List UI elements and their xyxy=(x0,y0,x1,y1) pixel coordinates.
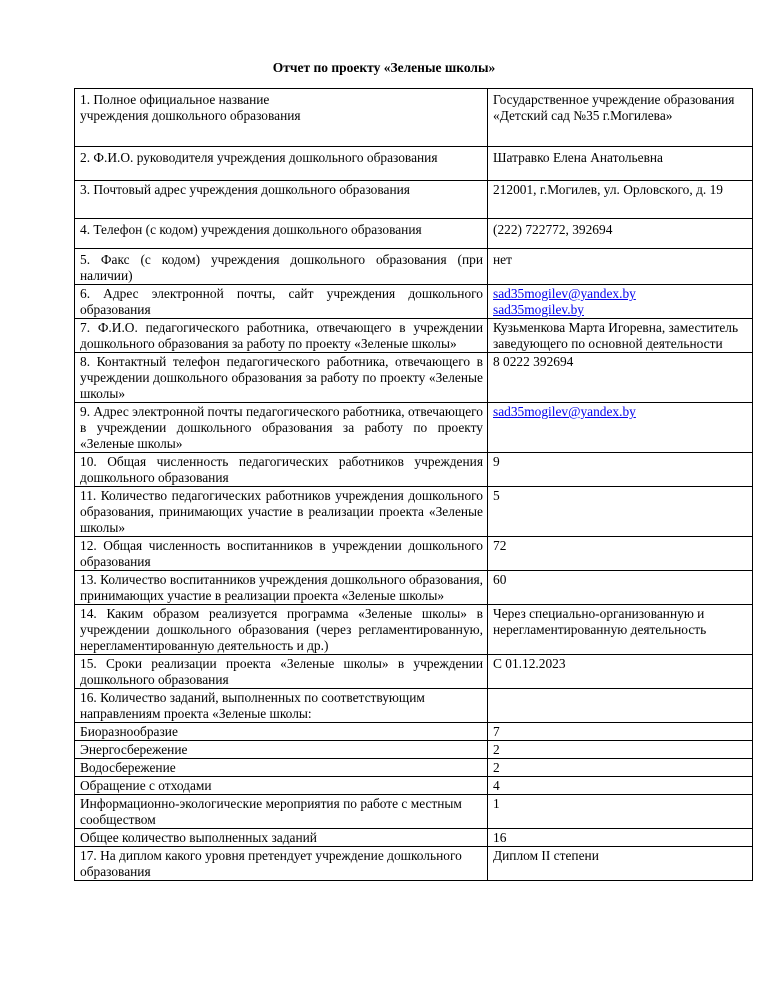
answer-cell: 8 0222 392694 xyxy=(488,353,753,403)
table-row xyxy=(75,285,753,319)
category-cell: Информационно-экологические мероприятия по работе с местным сообществом xyxy=(75,795,488,829)
answer-cell: Диплом II степени xyxy=(488,847,753,881)
count-cell: 2 xyxy=(488,741,753,759)
category-cell: Энергосбережение xyxy=(75,741,488,759)
table-row xyxy=(75,847,753,881)
question-cell: 13. Количество воспитанников учреждения дошкольного образования, принимающих участие в реализации проекта «Зеленые школы» xyxy=(75,571,488,605)
table-row xyxy=(75,689,753,723)
table-row xyxy=(75,537,753,571)
total-label-cell: Общее количество выполненных заданий xyxy=(75,829,488,847)
question-cell: 4. Телефон (с кодом) учреждения дошкольного образования xyxy=(75,219,488,249)
answer-cell: Государственное учреждение образования «Детский сад №35 г.Могилева» xyxy=(488,89,753,147)
answer-cell: 72 xyxy=(488,537,753,571)
question-cell: 8. Контактный телефон педагогического работника, отвечающего в учреждении дошкольного образования за работу по проекту «Зеленые школы» xyxy=(75,353,488,403)
question-cell: 2. Ф.И.О. руководителя учреждения дошкольного образования xyxy=(75,147,488,181)
table-row xyxy=(75,319,753,353)
count-cell: 4 xyxy=(488,777,753,795)
table-row xyxy=(75,89,753,147)
count-cell: 1 xyxy=(488,795,753,829)
question-cell: 7. Ф.И.О. педагогического работника, отвечающего в учреждении дошкольного образования за работу по проекту «Зеленые школы» xyxy=(75,319,488,353)
table-row xyxy=(75,829,753,847)
answer-cell: 212001, г.Могилев, ул. Орловского, д. 19 xyxy=(488,181,753,219)
table-row xyxy=(75,219,753,249)
table-row xyxy=(75,353,753,403)
question-cell: 3. Почтовый адрес учреждения дошкольного образования xyxy=(75,181,488,219)
table-row xyxy=(75,777,753,795)
table-row xyxy=(75,759,753,777)
answer-cell: С 01.12.2023 xyxy=(488,655,753,689)
answer-cell: нет xyxy=(488,249,753,285)
question-cell: 10. Общая численность педагогических работников учреждения дошкольного образования xyxy=(75,453,488,487)
website-link[interactable]: sad35mogilev.by xyxy=(493,302,584,317)
category-cell: Водосбережение xyxy=(75,759,488,777)
question-cell: 16. Количество заданий, выполненных по соответствующим направлениям проекта «Зеленые школы: xyxy=(75,689,488,723)
question-cell: 14. Каким образом реализуется программа «Зеленые школы» в учреждении дошкольного образования (через регламентированную, нерегламентированную деятельность и др.) xyxy=(75,605,488,655)
table-row xyxy=(75,723,753,741)
count-cell: 2 xyxy=(488,759,753,777)
report-table xyxy=(74,88,753,881)
email-link[interactable]: sad35mogilev@yandex.by xyxy=(493,286,636,301)
answer-cell: Шатравко Елена Анатольевна xyxy=(488,147,753,181)
answer-cell: 5 xyxy=(488,487,753,537)
answer-cell: (222) 722772, 392694 xyxy=(488,219,753,249)
category-cell: Биоразнообразие xyxy=(75,723,488,741)
question-cell: 1. Полное официальное название учреждения дошкольного образования xyxy=(75,89,488,147)
count-cell: 7 xyxy=(488,723,753,741)
answer-cell: 60 xyxy=(488,571,753,605)
answer-cell: Кузьменкова Марта Игоревна, заместитель заведующего по основной деятельности xyxy=(488,319,753,353)
question-cell: 6. Адрес электронной почты, сайт учреждения дошкольного образования xyxy=(75,285,488,319)
table-row xyxy=(75,741,753,759)
answer-cell: 9 xyxy=(488,453,753,487)
table-row xyxy=(75,571,753,605)
report-title: Отчет по проекту «Зеленые школы» xyxy=(272,60,496,75)
question-cell: 17. На диплом какого уровня претендует учреждение дошкольного образования xyxy=(75,847,488,881)
table-row xyxy=(75,147,753,181)
question-cell: 5. Факс (с кодом) учреждения дошкольного образования (при наличии) xyxy=(75,249,488,285)
question-cell: 12. Общая численность воспитанников в учреждении дошкольного образования xyxy=(75,537,488,571)
table-row xyxy=(75,795,753,829)
table-row xyxy=(75,403,753,453)
table-row xyxy=(75,453,753,487)
answer-cell xyxy=(488,285,753,319)
answer-cell xyxy=(488,689,753,723)
answer-cell: Через специально-организованную и нерегламентированную деятельность xyxy=(488,605,753,655)
table-row xyxy=(75,487,753,537)
category-cell: Обращение с отходами xyxy=(75,777,488,795)
table-row xyxy=(75,655,753,689)
email-link[interactable]: sad35mogilev@yandex.by xyxy=(493,404,636,419)
answer-cell xyxy=(488,403,753,453)
table-row xyxy=(75,249,753,285)
question-cell: 9. Адрес электронной почты педагогического работника, отвечающего в учреждении дошкольного образования за работу по проекту «Зеленые школы» xyxy=(75,403,488,453)
table-row xyxy=(75,181,753,219)
table-row xyxy=(75,605,753,655)
question-cell: 15. Сроки реализации проекта «Зеленые школы» в учреждении дошкольного образования xyxy=(75,655,488,689)
question-cell: 11. Количество педагогических работников учреждения дошкольного образования, принимающих участие в реализации проекта «Зеленые школы» xyxy=(75,487,488,537)
total-value-cell: 16 xyxy=(488,829,753,847)
